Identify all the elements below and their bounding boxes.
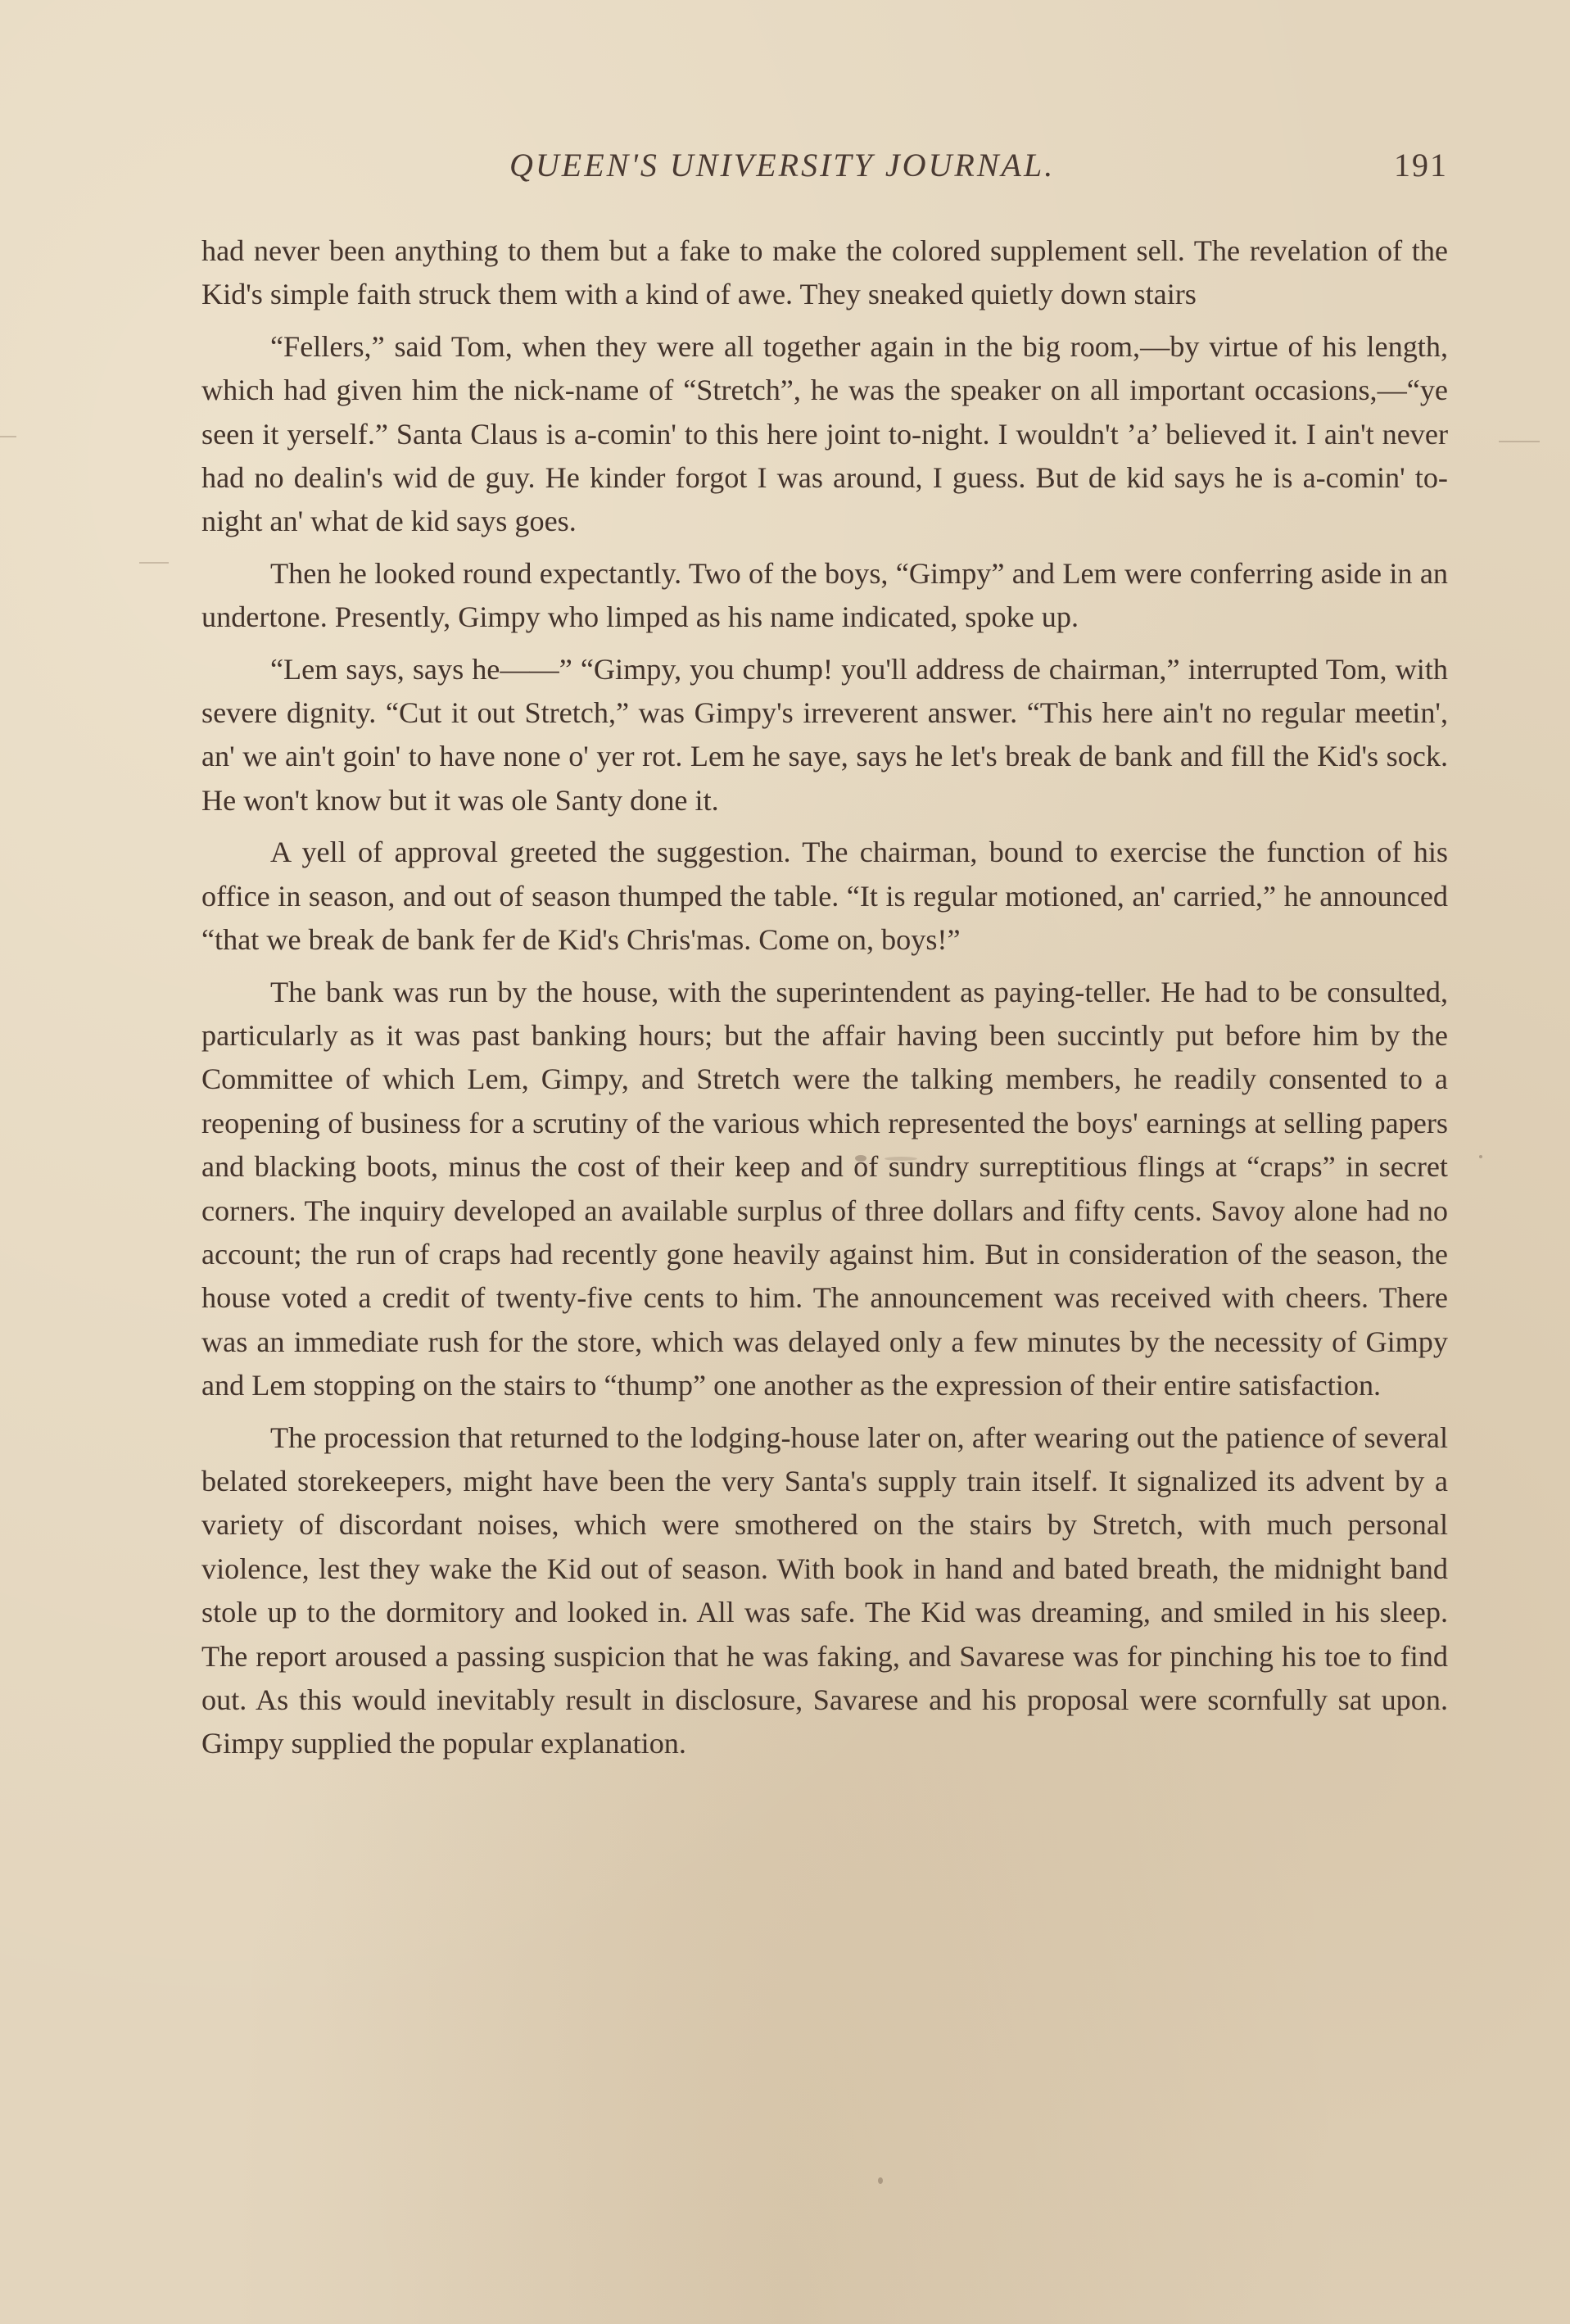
edge-mark [0, 436, 16, 437]
running-head: QUEEN'S UNIVERSITY JOURNAL. [509, 147, 1056, 183]
article-body [201, 229, 1448, 1774]
paragraph: “Lem says, says he——” “Gimpy, you chump! you'll address de chairman,” interrupted Tom, with severe dignity. “Cut it out Stretch,” was Gimpy's irreverent answer. “This here ain't no regular meetin', an' we ain't goin' to have none o' yer rot. Lem he saye, says he let's break de bank and fill the Kid's sock. He won't know but it was ole Santy done it. [201, 652, 1448, 817]
paragraph: The bank was run by the house, with the superintendent as paying-teller. He had to be consulted, particularly as it was past banking hours; but the affair having been succintly put before him by the Committee of which Lem, Gimpy, and Stretch were the talking members, he readily consented to a reopening of business for a scrutiny of the various which represented the boys' earnings at selling papers and blacking boots, minus the cost of their keep and of sundry surreptitious flings at “craps” in secret corners. The inquiry developed an available surplus of three dollars and fifty cents. Savoy alone had no account; the run of craps had recently gone heavily against him. But in consideration of the season, the house voted a credit of twenty-five cents to him. The announcement was received with cheers. There was an immediate rush for the store, which was delayed only a few minutes by the necessity of Gimpy and Lem stopping on the stairs to “thump” one another as the expression of their entire satisfaction. [201, 975, 1448, 1402]
paragraph: had never been anything to them but a fake to make the colored supplement sell. The revelation of the Kid's simple faith struck them with a kind of awe. They sneaked quietly down stairs [201, 234, 1448, 311]
edge-mark [139, 562, 169, 564]
ink-speck [855, 1155, 866, 1162]
ink-speck [1479, 1155, 1482, 1158]
edge-mark [1499, 441, 1540, 442]
paragraph: A yell of approval greeted the suggestion. The chairman, bound to exercise the function of his office in season, and out of season thumped the table. “It is regular motioned, an' carried,” he announced “that we break de bank fer de Kid's Chris'mas. Come on, boys!” [201, 836, 1448, 957]
ink-speck [885, 1157, 917, 1161]
page-number: 191 [1394, 147, 1448, 183]
paragraph: Then he looked round expectantly. Two of the boys, “Gimpy” and Lem were conferring aside in an undertone. Presently, Gimpy who limped as his name indicated, spoke up. [201, 556, 1448, 634]
page-header [201, 146, 1448, 195]
ink-speck [878, 2177, 883, 2184]
paragraph: The procession that returned to the lodging-house later on, after wearing out the patience of several belated storekeepers, might have been the very Santa's supply train itself. It signalized its advent by a variety of discordant noises, which were smothered on the stairs by Stretch, with much personal violence, lest they wake the Kid out of season. With book in hand and bated breath, the midnight band stole up to the dormitory and looked in. All was safe. The Kid was dreaming, and smiled in his sleep. The report aroused a passing suspicion that he was faking, and Savarese was for pinching his toe to find out. As this would inevitably result in disclosure, Savarese and his proposal were scornfully sat upon. Gimpy supplied the popular explanation. [201, 1420, 1448, 1760]
paragraph: “Fellers,” said Tom, when they were all together again in the big room,—by virtue of his length, which had given him the nick-name of “Stretch”, he was the speaker on all important occasions,—“ye seen it yerself.” Santa Claus is a-comin' to this here joint to-night. I wouldn't ’a’ believed it. I ain't never had no dealin's wid de guy. He kinder forgot I was around, I guess. But de kid says he is a-comin' to-night an' what de kid says goes. [201, 329, 1448, 538]
